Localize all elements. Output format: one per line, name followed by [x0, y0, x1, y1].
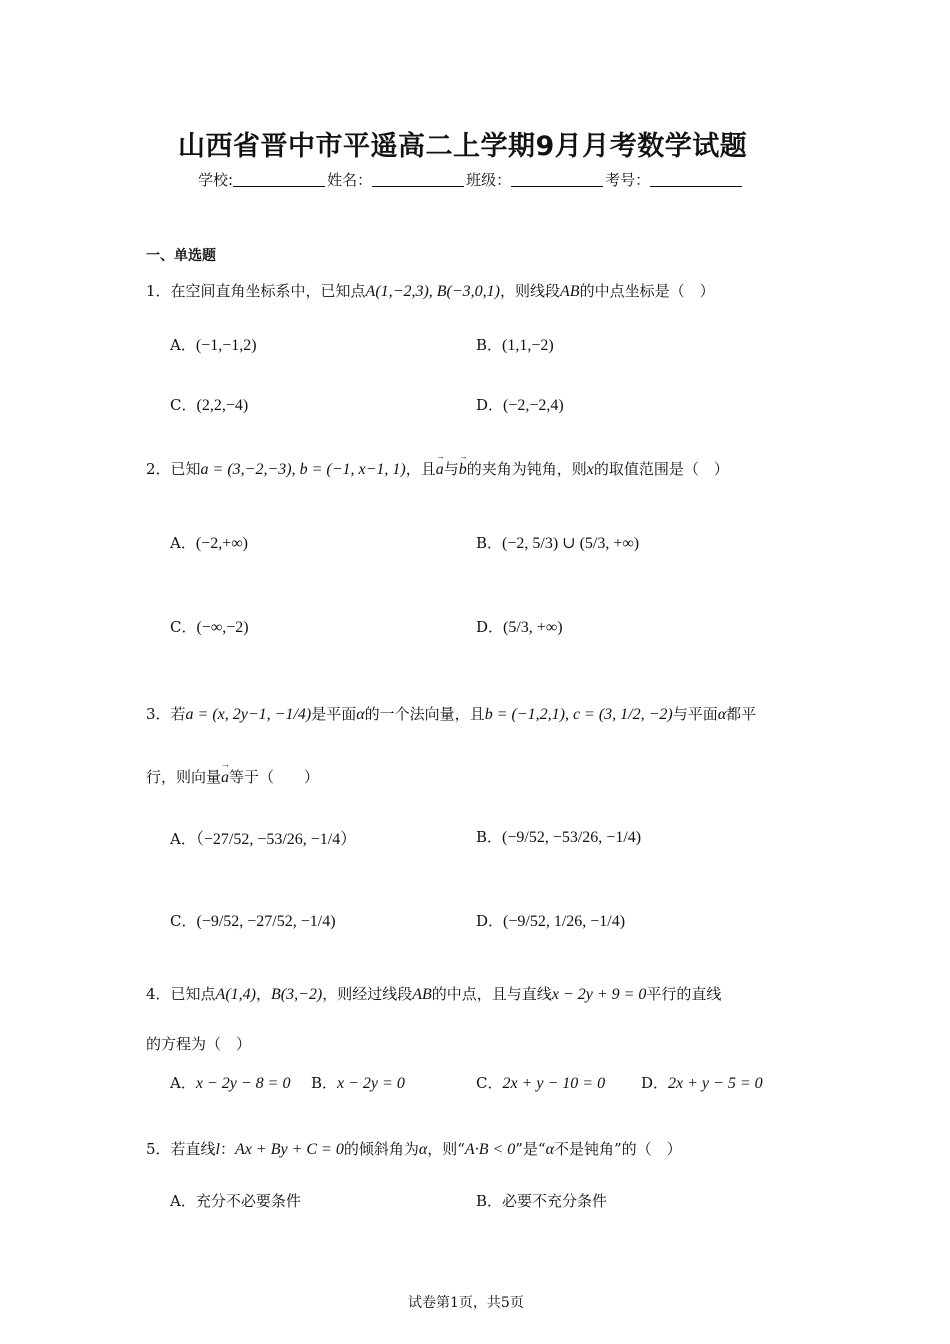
q2-text-d: 与 — [443, 460, 459, 478]
q4-text-a: 4．已知点 — [146, 985, 216, 1003]
q4-option-a — [170, 1072, 290, 1093]
q4-point-b: B(3,−2) — [271, 986, 323, 1003]
exam-info-line — [198, 169, 744, 190]
q4-option-d — [641, 1072, 763, 1093]
option-value: (−1,−1,2) — [195, 337, 257, 354]
q4-line-eq: x − 2y + 9 = 0 — [551, 986, 647, 1003]
q3-alpha-2: α — [717, 706, 727, 723]
option-label: B． — [476, 828, 503, 846]
question-3-stem-line-2 — [146, 766, 319, 787]
option-value: (1,1,−2) — [502, 337, 554, 354]
q2-text-g: 的取值范围是（ ） — [593, 460, 729, 478]
option-value: (−2,−2,4) — [503, 397, 564, 414]
q1-option-a — [170, 334, 257, 355]
option-label: D． — [476, 912, 504, 930]
school-blank — [233, 172, 325, 187]
question-4-stem-line-2: 的方程为（ ） — [146, 1035, 252, 1053]
q2-text-f: 的夹角为钝角，则 — [466, 460, 587, 478]
q5-l: l — [215, 1141, 220, 1158]
section-heading: 一、单选题 — [146, 248, 216, 264]
option-value: 2x + y − 10 = 0 — [502, 1075, 606, 1092]
q1-option-b — [476, 334, 554, 355]
q2-text-a: 2．已知 — [146, 460, 201, 478]
option-label: D． — [641, 1074, 669, 1092]
option-value: (−9/52, −53/26, −1/4) — [502, 829, 642, 846]
class-blank — [511, 172, 603, 187]
q3-text-d: 与平面 — [672, 705, 718, 723]
school-label: 学校: — [198, 171, 234, 189]
option-label: B． — [476, 1192, 503, 1210]
q5-condition: A·B < 0 — [464, 1141, 516, 1158]
option-label: A． — [170, 534, 196, 552]
option-value: x − 2y − 8 = 0 — [195, 1075, 291, 1092]
number-blank — [650, 172, 742, 187]
q3-text-e: 都平 — [726, 705, 757, 723]
option-label: C． — [170, 618, 197, 636]
q2-vectors-math: a = (3,−2,−3), b = (−1, x−1, 1) — [200, 461, 406, 478]
option-label: D． — [476, 396, 504, 414]
q1-ab: AB — [560, 283, 580, 300]
option-value: (−9/52, −27/52, −1/4) — [196, 913, 336, 930]
name-blank — [372, 172, 464, 187]
option-label: B． — [476, 534, 503, 552]
option-label: A． — [170, 1192, 196, 1210]
q5-text-c: ，则“ — [427, 1140, 465, 1158]
question-1-stem — [146, 280, 715, 301]
q4-option-c — [476, 1072, 605, 1093]
option-value: (−∞,−2) — [196, 619, 249, 636]
q2-x: x — [586, 461, 594, 478]
q4-option-b — [311, 1072, 405, 1093]
q4-text-d: 平行的直线 — [646, 985, 722, 1003]
option-label: A． — [170, 336, 196, 354]
option-label: C． — [476, 1074, 503, 1092]
q4-point-a: A(1,4) — [215, 986, 256, 1003]
q5-colon: ： — [220, 1140, 236, 1158]
q3-line2-vec: → a — [221, 769, 229, 787]
q5-alpha-2: α — [545, 1141, 555, 1158]
q3-normal-vector-math: a = (x, 2y−1, −1/4) — [185, 706, 312, 723]
option-value: (5/3, +∞) — [503, 619, 563, 636]
option-label: B． — [311, 1074, 338, 1092]
q2-option-a — [170, 532, 248, 553]
q1-text-c: 的中点坐标是（ ） — [579, 282, 715, 300]
q3-text-c: 的一个法向量，且 — [364, 705, 485, 723]
q5-text-a: 5．若直线 — [146, 1140, 216, 1158]
option-label: C． — [170, 912, 197, 930]
option-label: D． — [476, 618, 504, 636]
q2-text-b: ，且 — [405, 460, 436, 478]
option-value: 充分不必要条件 — [195, 1192, 301, 1210]
option-label: A． — [170, 1074, 196, 1092]
option-value: (−2, 5/3) ∪ (5/3, +∞) — [502, 535, 640, 552]
q1-text-b: ，则线段 — [500, 282, 561, 300]
q3-line2-text-b: 等于（ ） — [229, 768, 320, 786]
q3-option-b — [476, 826, 641, 847]
q5-text-b: 的倾斜角为 — [343, 1140, 419, 1158]
q4-text-b: ，则经过线段 — [322, 985, 413, 1003]
option-value: (−2,+∞) — [195, 535, 248, 552]
question-5-stem — [146, 1138, 682, 1159]
option-label: B． — [476, 336, 503, 354]
q2-vec-b: → b — [459, 461, 467, 479]
number-label: 考号： — [605, 171, 651, 189]
q2-option-b — [476, 532, 639, 553]
q3-text-b: 是平面 — [311, 705, 357, 723]
q3-option-c — [170, 910, 336, 931]
option-value: （−27/52, −53/26, −1/4） — [195, 831, 357, 848]
q5-text-e: 不是钝角”的（ ） — [554, 1140, 682, 1158]
q1-option-d — [476, 394, 564, 415]
q5-option-a — [170, 1190, 301, 1211]
option-value: 必要不充分条件 — [502, 1192, 608, 1210]
question-3-stem — [146, 703, 756, 724]
q5-alpha: α — [418, 1141, 428, 1158]
q3-vectors-math: b = (−1,2,1), c = (3, 1/2, −2) — [484, 706, 673, 723]
q5-line-eq: Ax + By + C = 0 — [235, 1141, 344, 1158]
page-footer: 试卷第1页，共5页 — [408, 1295, 524, 1311]
option-value: (−9/52, 1/26, −1/4) — [503, 913, 626, 930]
q2-option-d — [476, 616, 563, 637]
option-label: A． — [170, 830, 196, 848]
q3-option-a — [170, 826, 356, 849]
q2-option-c — [170, 616, 249, 637]
class-label: 班级： — [466, 171, 512, 189]
q5-text-d: ”是“ — [515, 1140, 546, 1158]
option-value: (2,2,−4) — [196, 397, 249, 414]
q4-comma: ， — [255, 985, 271, 1003]
q3-alpha: α — [356, 706, 365, 723]
q3-option-d — [476, 910, 625, 931]
option-label: C． — [170, 396, 197, 414]
q1-points-math: A(1,−2,3), B(−3,0,1) — [365, 283, 500, 300]
page-title: 山西省晋中市平遥高二上学期9月月考数学试题 — [178, 131, 748, 162]
q3-line2-text-a: 行，则向量 — [146, 768, 222, 786]
q5-option-b — [476, 1190, 607, 1211]
q4-text-c: 的中点，且与直线 — [431, 985, 552, 1003]
q1-option-c — [170, 394, 248, 415]
q2-vec-a: → a — [436, 461, 444, 479]
q3-text-a: 3．若 — [146, 705, 186, 723]
option-value: x − 2y = 0 — [337, 1075, 405, 1092]
name-label: 姓名： — [327, 171, 373, 189]
question-4-stem — [146, 983, 721, 1004]
question-2-stem — [146, 458, 729, 479]
q1-text-a: 1．在空间直角坐标系中，已知点 — [146, 282, 366, 300]
q4-ab: AB — [412, 986, 432, 1003]
option-value: 2x + y − 5 = 0 — [668, 1075, 763, 1092]
